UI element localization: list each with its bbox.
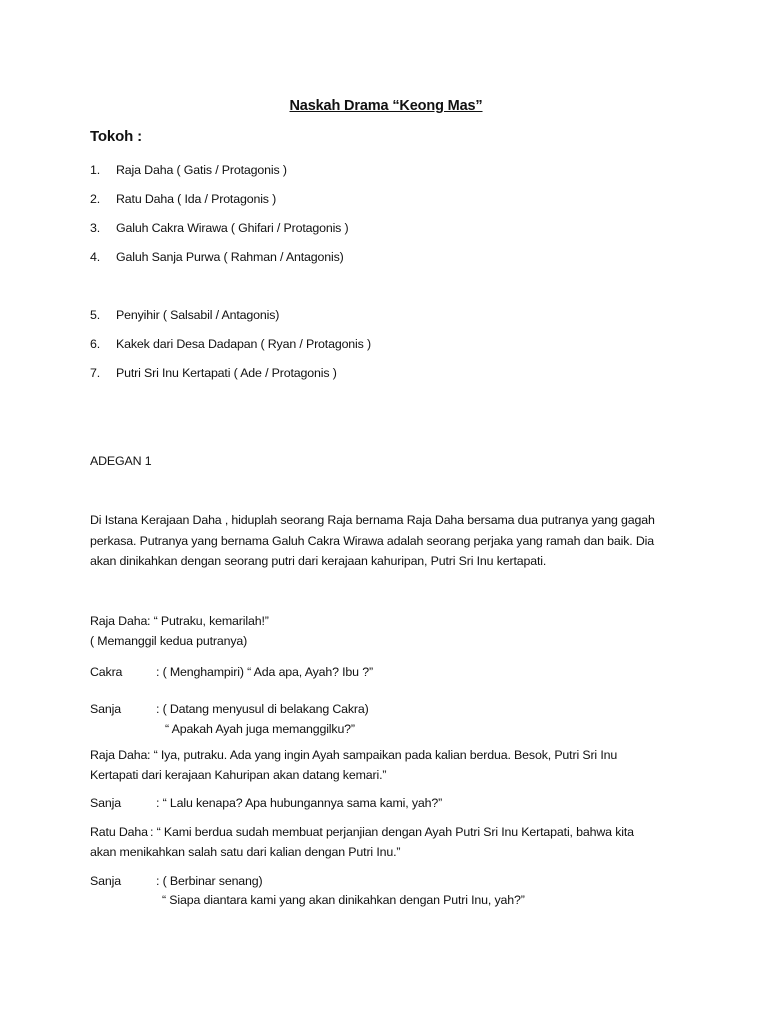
list-number: 6. [90, 337, 101, 351]
dialogue-continuation: “ Apakah Ayah juga memanggilku?” [165, 722, 355, 736]
list-item: Galuh Cakra Wirawa ( Ghifari / Protagonis ) [116, 221, 349, 235]
narration-line: Di Istana Kerajaan Daha , hiduplah seorang Raja bernama Raja Daha bersama dua putranya yang gagah [90, 513, 655, 527]
speaker-name: Sanja [90, 702, 121, 716]
document-title: Naskah Drama “Keong Mas” [289, 98, 483, 114]
dialogue-line: : ( Berbinar senang) [156, 874, 263, 888]
speaker-name: Sanja [90, 874, 121, 888]
speaker-name: Sanja [90, 796, 121, 810]
list-number: 7. [90, 366, 101, 380]
dialogue-line: : “ Iya, putraku. Ada yang ingin Ayah sampaikan pada kalian berdua. Besok, Putri Sri Inu [147, 748, 618, 762]
list-item: Kakek dari Desa Dadapan ( Ryan / Protagonis ) [116, 337, 371, 351]
dialogue-line: : ( Menghampiri) “ Ada apa, Ayah? Ibu ?” [156, 665, 373, 679]
list-item: Penyihir ( Salsabil / Antagonis) [116, 308, 280, 322]
dialogue-continuation: “ Siapa diantara kami yang akan dinikahkan dengan Putri Inu, yah?” [162, 893, 525, 907]
list-number: 3. [90, 221, 101, 235]
list-item: Ratu Daha ( Ida / Protagonis ) [116, 192, 277, 206]
list-item: Putri Sri Inu Kertapati ( Ade / Protagonis ) [116, 366, 337, 380]
dialogue-line: : “ Lalu kenapa? Apa hubungannya sama kami, yah?” [156, 796, 443, 810]
speaker-name: Cakra [90, 665, 123, 679]
dialogue-line: : “ Putraku, kemarilah!” [147, 614, 269, 628]
dialogue-line: : “ Kami berdua sudah membuat perjanjian dengan Ayah Putri Sri Inu Kertapati, bahwa kita [150, 825, 634, 839]
narration-line: akan dinikahkan dengan seorang putri dari kerajaan kahuripan, Putri Sri Inu kertapati. [90, 554, 547, 568]
cast-heading: Tokoh : [90, 128, 142, 145]
stage-direction: ( Memanggil kedua putranya) [90, 634, 248, 648]
list-item: Galuh Sanja Purwa ( Rahman / Antagonis) [116, 250, 344, 264]
dialogue-continuation: Kertapati dari kerajaan Kahuripan akan datang kemari.” [90, 768, 387, 782]
dialogue-continuation: akan menikahkan salah satu dari kalian dengan Putri Inu.” [90, 845, 401, 859]
list-number: 5. [90, 308, 101, 322]
speaker-name: Ratu Daha [90, 825, 148, 839]
list-number: 1. [90, 163, 101, 177]
list-item: Raja Daha ( Gatis / Protagonis ) [116, 163, 287, 177]
speaker-name: Raja Daha [90, 614, 148, 628]
dialogue-line: : ( Datang menyusul di belakang Cakra) [156, 702, 369, 716]
list-number: 4. [90, 250, 101, 264]
scene-heading: ADEGAN 1 [90, 454, 152, 468]
narration-line: perkasa. Putranya yang bernama Galuh Cakra Wirawa adalah seorang perjaka yang ramah dan baik. Dia [90, 534, 655, 548]
speaker-name: Raja Daha [90, 748, 148, 762]
list-number: 2. [90, 192, 101, 206]
